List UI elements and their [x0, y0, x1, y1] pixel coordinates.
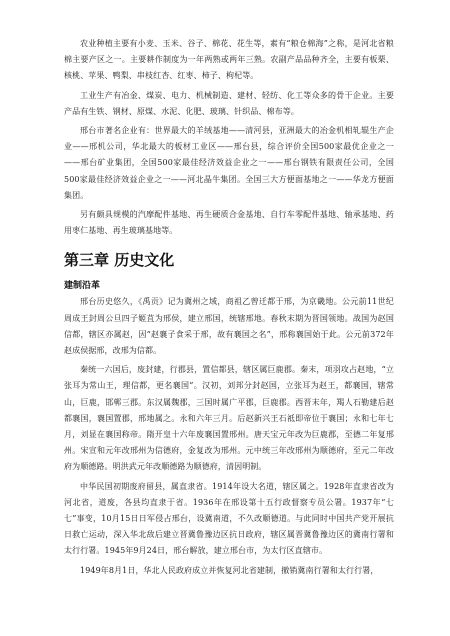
paragraph-history-ancient: 邢台历史悠久，《禹贡》记为冀州之域，商祖乙曾迁都于邢，为京畿地。公元前11世纪周成王封周公旦四子姬苴为邢侯，建立邢国，统辖邢地。春秋末期为晋国领地。战国为赵国信都，辖区亦属赵，因“赵襄子食采于邢，故有襄国之名”，邢称襄国始于此。公元前372年赵成侯据邢，改邢为信都。: [64, 297, 394, 356]
paragraph-bases: 另有颇具规模的汽摩配件基地、再生硬质合金基地、自行车零配件基地、轴承基地、药用枣仁基地、再生玻璃基地等。: [64, 210, 394, 236]
paragraph-agriculture: 农业种植主要有小麦、玉米、谷子、棉花、花生等，素有“粮仓棉海”之称，是河北省粮棉主要产区之一。主要耕作制度为一年两熟或两年三熟。农副产品品种齐全，主要有板栗、核桃、苹果、鸭梨、串枝红杏、红枣、柿子、枸杞等。: [64, 39, 394, 81]
paragraph-enterprises: 邢台市著名企业有：世界最大的羊绒基地——清河县，亚洲最大的冶金机相轧辊生产企业——邢机公司，华北最大的板材工业区——邢台县，综合评价全国500家最优企业之一——邢台矿业集团，全国500家最佳经济效益企业之一——邢台钢铁有限责任公司，全国500家最佳经济效益企业之一——河北晶牛集团。全国三大方便面基地之一——华龙方便面集团。: [64, 126, 394, 200]
section-title: 建制沿革: [64, 281, 101, 292]
chapter-title: 第三章 历史文化: [64, 251, 175, 270]
paragraph-history-1949: 1949年8月1日，华北人民政府成立并恢复河北省建制，撤销冀南行署和太行行署，: [80, 565, 379, 575]
paragraph-industry: 工业生产有冶金、煤炭、电力、机械制造、建材、轻纺、化工等众多的骨干企业。主要产品有生铁、钢材、原煤、水泥、化肥、玻璃、针织品、棉布等。: [64, 90, 394, 116]
paragraph-history-republic: 中华民国初期废府留县，属直隶省。1914年设大名道，辖区属之。1928年直隶省改为河北省，道废，各县均直隶于省。1936年在邢设第十五行政督察专员公署。1937年“七七”事变，10月15日日军侵占邢台，设冀南道，不久改顺德道。与此同时中国共产党开展抗日救亡运动，深入华北敌后建立晋冀鲁豫边区抗日政府，辖区属晋冀鲁豫边区的冀南行署和太行行署。1945年9月24日，邢台解放，建立邢台市，为太行区直辖市。: [64, 481, 394, 556]
paragraph-history-imperial: 秦统一六国后，废封建，行郡县，置信都县，辖区属巨鹿郡。秦末，项羽攻占赵地，“立张耳为常山王，理信都，更名襄国”。汉初，刘邦分封赵国，立张耳为赵王，都襄国，辖常山，巨鹿，邯郸三郡。东汉属魏郡，三国时属广平郡，巨鹿郡。西晋末年，羯人石勒建后赵都襄国，襄国置郡，邢地属之。永和六年三月。后赵新兴王石祗即帝位于襄国；永和七年七月，刘显在襄国称帝。隋开皇十六年废襄国置邢州。唐天宝元年改为巨鹿郡，至德二年复邢州。宋宣和元年改邢州为信德府，金复改为邢州。元中统三年改邢州为顺德府，至元二年改府为顺德路。明洪武元年改顺德路为顺德府，清因明制。: [64, 365, 394, 472]
